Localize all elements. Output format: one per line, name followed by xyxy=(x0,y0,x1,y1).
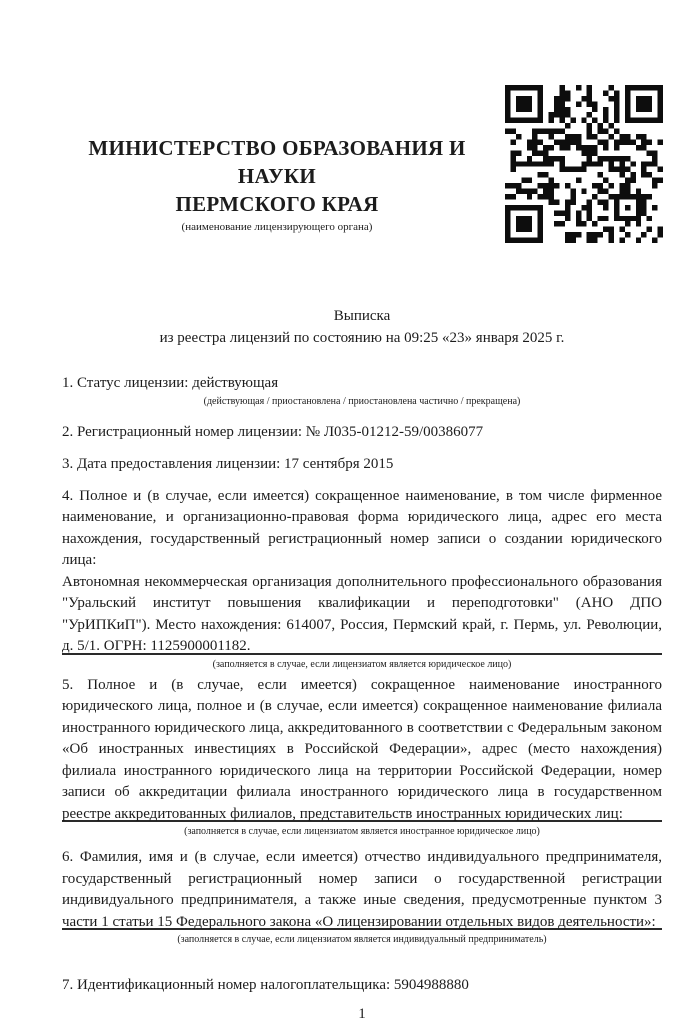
ministry-name-caption: (наименование лицензирующего органа) xyxy=(62,220,492,235)
ministry-name-line2: ПЕРМСКОГО КРАЯ xyxy=(62,190,492,218)
license-status-options-caption: (действующая / приостановлена / приостановлена частично / прекращена) xyxy=(62,395,662,409)
license-status-line: 1. Статус лицензии: действующая xyxy=(62,373,662,395)
ministry-name-block xyxy=(62,134,492,235)
entrepreneur-heading: 6. Фамилия, имя и (в случае, если имеется) отчество индивидуального предпринимателя, государственный регистрационный номер записи о государственной регистрации индивидуального предпринимателя, а также иные сведения, предусмотренные пунктом 3 части 1 статьи 15 Федерального закона «О лицензировании отдельных видов деятельности»: xyxy=(62,847,662,933)
document-title xyxy=(62,305,662,349)
ministry-name-line1: МИНИСТЕРСТВО ОБРАЗОВАНИЯ И НАУКИ xyxy=(62,134,492,190)
document-header xyxy=(0,0,700,245)
qr-code-icon xyxy=(505,85,663,243)
document-title-line2: из реестра лицензий по состоянию на 09:25 «23» января 2025 г. xyxy=(62,327,662,349)
legal-entity-caption: (заполняется в случае, если лицензиатом является юридическое лицо) xyxy=(62,657,662,672)
entrepreneur-caption: (заполняется в случае, если лицензиатом является индивидуальный предприниматель) xyxy=(62,932,662,947)
license-grant-date-line: 3. Дата предоставления лицензии: 17 сентября 2015 xyxy=(62,454,662,476)
legal-entity-heading: 4. Полное и (в случае, если имеется) сокращенное наименование, в том числе фирменное наименование, и организационно-правовая форма юридического лица, адрес его места нахождения, государственный регистрационный номер записи о создании юридического лица: xyxy=(62,486,662,572)
legal-entity-value: Автономная некоммерческая организация дополнительного профессионального образования "Уральский институт повышения квалификации и переподготовки" (АНО ДПО "УрИПКиП"). Место нахождения: 614007, Россия, Пермский край, г. Пермь, ул. Революции, д. 5/1. ОГРН: 1125900001182. xyxy=(62,572,662,658)
document-title-line1: Выписка xyxy=(62,305,662,327)
page-number: 1 xyxy=(62,1004,662,1025)
license-reg-number-line: 2. Регистрационный номер лицензии: № Л035-01212-59/00386077 xyxy=(62,422,662,444)
foreign-entity-caption: (заполняется в случае, если лицензиатом является иностранное юридическое лицо) xyxy=(62,824,662,839)
taxpayer-number-line: 7. Идентификационный номер налогоплательщика: 5904988880 xyxy=(62,975,662,997)
document-body xyxy=(0,305,700,1025)
foreign-entity-heading: 5. Полное и (в случае, если имеется) сокращенное наименование иностранного юридического лица, полное и (в случае, если имеется) сокращенное наименование филиала иностранного юридического лица, аккредитованного в соответствии с Федеральным законом «Об иностранных инвестициях в Российской Федерации», адрес (место нахождения) филиала иностранного юридического лица на территории Российской Федерации, номер записи об аккредитации филиала иностранного юридического лица в государственном реестре аккредитованных филиалов, представительств иностранных юридических лиц: xyxy=(62,675,662,826)
